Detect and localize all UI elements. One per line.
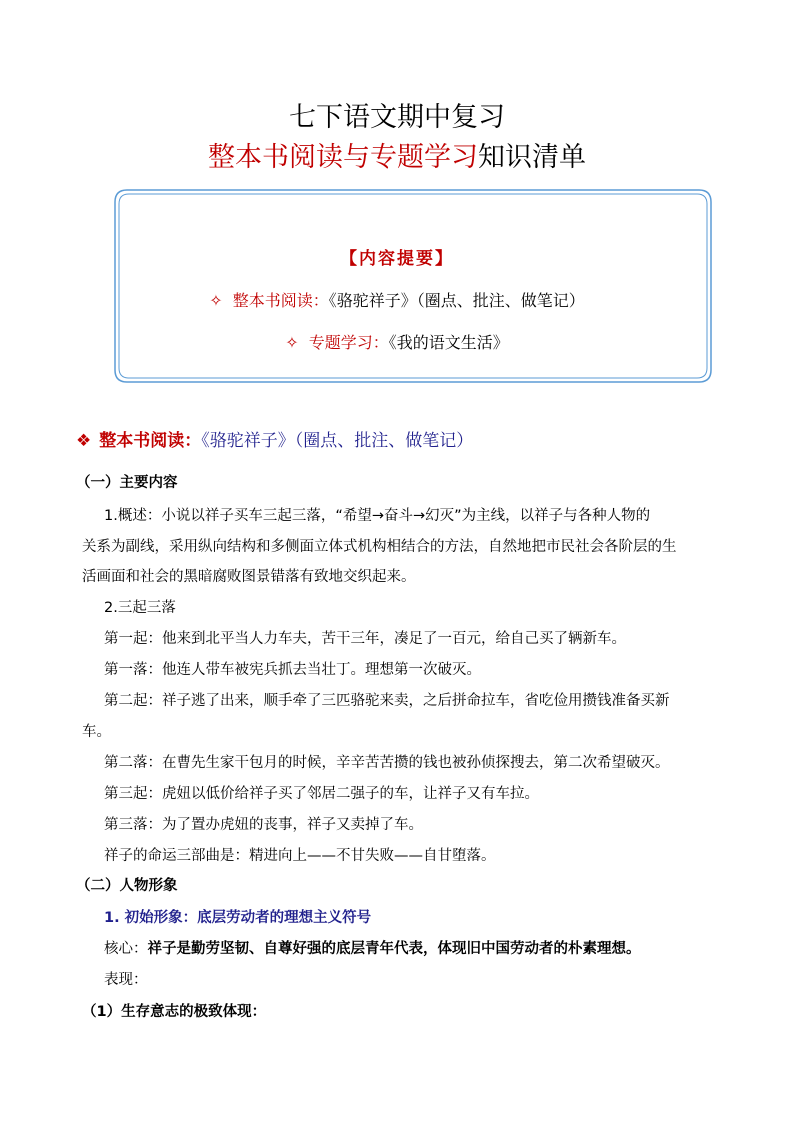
overview-line-1: 1.概述：小说以祥子买车三起三落，“希望→奋斗→幻灭”为主线，以祥子与各种人物的 <box>104 508 651 524</box>
core-label: 核心： <box>104 941 148 957</box>
diamond-bullet-icon: ❖ <box>76 431 92 451</box>
rise-1: 第一起：他来到北平当人力车夫，苦干三年，凑足了一百元，给自己买了辆新车。 <box>104 631 626 647</box>
summary-item-label: 整本书阅读： <box>232 291 329 310</box>
overview-line-2: 关系为副线，采用纵向结构和多侧面立体式机构相结合的方法，自然地把市民社会各阶层的生 <box>82 539 677 555</box>
page-subtitle <box>0 140 794 176</box>
image-sub-heading: 1. 初始形象：底层劳动者的理想主义符号 <box>104 910 372 926</box>
expression-label: 表现： <box>104 972 148 988</box>
summary-item-2 <box>0 330 794 356</box>
summary-item-1 <box>0 288 794 314</box>
subtitle-red-part: 整本书阅读与专题学习 <box>208 142 478 173</box>
rise-2-line-2: 车。 <box>82 724 111 740</box>
fall-1: 第一落：他连人带车被宪兵抓去当壮丁。理想第一次破灭。 <box>104 662 481 678</box>
summary-heading: 【内容提要】 <box>340 249 454 269</box>
fall-2: 第二落：在曹先生家干包月的时候，辛辛苦苦攒的钱也被孙侦探搜去，第二次希望破灭。 <box>104 755 670 771</box>
part2-heading: （二）人物形象 <box>76 878 178 894</box>
section-title: 《骆驼祥子》（圈点、批注、做笔记） <box>201 431 474 451</box>
overview-line-3: 活画面和社会的黑暗腐败图景错落有致地交织起来。 <box>82 569 416 585</box>
rise-3: 第三起：虎妞以低价给祥子买了邻居二强子的车，让祥子又有车拉。 <box>104 786 539 802</box>
sparkle-icon: ✧ <box>285 333 299 352</box>
subtitle-black-part: 知识清单 <box>478 142 586 173</box>
sparkle-icon: ✧ <box>209 291 223 310</box>
fate-summary: 祥子的命运三部曲是：精进向上——不甘失败——自甘堕落。 <box>104 848 496 864</box>
section-heading <box>76 428 473 454</box>
summary-item-text: 《我的语文生活》 <box>388 333 509 352</box>
rise-2-line-1: 第二起：祥子逃了出来，顺手牵了三匹骆驼来卖，之后拼命拉车，省吃俭用攒钱准备买新 <box>104 693 670 709</box>
summary-item-text: 《骆驼祥子》（圈点、批注、做笔记） <box>328 291 585 310</box>
section-label: 整本书阅读： <box>99 431 202 451</box>
part1-heading: （一）主要内容 <box>76 475 178 491</box>
fall-3: 第三落：为了置办虎妞的丧事，祥子又卖掉了车。 <box>104 817 423 833</box>
page-title: 七下语文期中复习 <box>289 102 505 133</box>
survival-item: （1）生存意志的极致体现： <box>82 1004 267 1020</box>
core-text: 祥子是勤劳坚韧、自尊好强的底层青年代表，体现旧中国劳动者的朴素理想。 <box>147 941 641 957</box>
sub-heading-three-rises: 2.三起三落 <box>104 600 176 616</box>
summary-item-label: 专题学习： <box>308 333 389 352</box>
core-line <box>104 937 641 961</box>
